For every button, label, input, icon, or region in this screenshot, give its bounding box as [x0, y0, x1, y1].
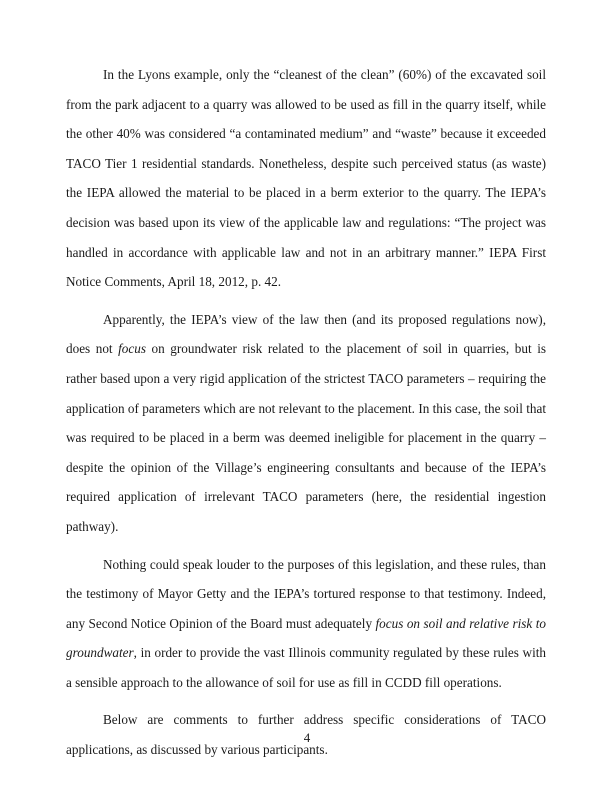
paragraph-iepa-view	[66, 305, 546, 542]
paragraph-text: Nothing could speak louder to the purposes of this legislation, and these rules, than the testimony of Mayor Getty and the IEPA’s tortured response to that testimony. Indeed, any Second Notice Opinion of the Board must adequately	[66, 556, 546, 631]
emphasis-text: focus on soil and relative risk to groundwater	[66, 615, 546, 661]
paragraph-text: on groundwater risk related to the placement of soil in quarries, but is rather based upon a very rigid application of the strictest TACO parameters – requiring the application of parameters which are not relevant to the placement. In this case, the soil that was required to be placed in a berm was deemed ineligible for placement in the quarry – despite the opinion of the Village’s engineering consultants and because of the IEPA’s required application of irrelevant TACO parameters (here, the residential ingestion pathway).	[66, 341, 546, 534]
paragraph-text: Below are comments to further address specific considerations of TACO applications, as discussed by various participants.	[66, 712, 546, 758]
page-number: 4	[303, 730, 311, 745]
paragraph-text: , in order to provide the vast Illinois community regulated by these rules with a sensible approach to the allowance of soil for use as fill in CCDD fill operations.	[66, 645, 546, 690]
paragraph-text: In the Lyons example, only the “cleanest of the clean” (60%) of the excavated soil from the park adjacent to a quarry was allowed to be used as fill in the quarry itself, while the other 40% was considered “a contaminated medium” and “waste” because it exceeded TACO Tier 1 residential standards. Nonetheless, despite such perceived status (as waste) the IEPA allowed the material to be placed in a berm exterior to the quarry. The IEPA’s decision was based upon its view of the applicable law and regulations: “The project was handled in accordance with applicable law and not in an arbitrary manner.” IEPA First Notice Comments, April 18, 2012, p. 42.	[66, 67, 546, 290]
emphasis-text: focus	[118, 341, 146, 357]
body-text	[66, 60, 546, 765]
paragraph-lyons-example	[66, 60, 546, 297]
paragraph-text: Apparently, the IEPA’s view of the law then (and its proposed regulations now), does not	[66, 311, 546, 357]
paragraph-mayor-getty	[66, 550, 546, 698]
